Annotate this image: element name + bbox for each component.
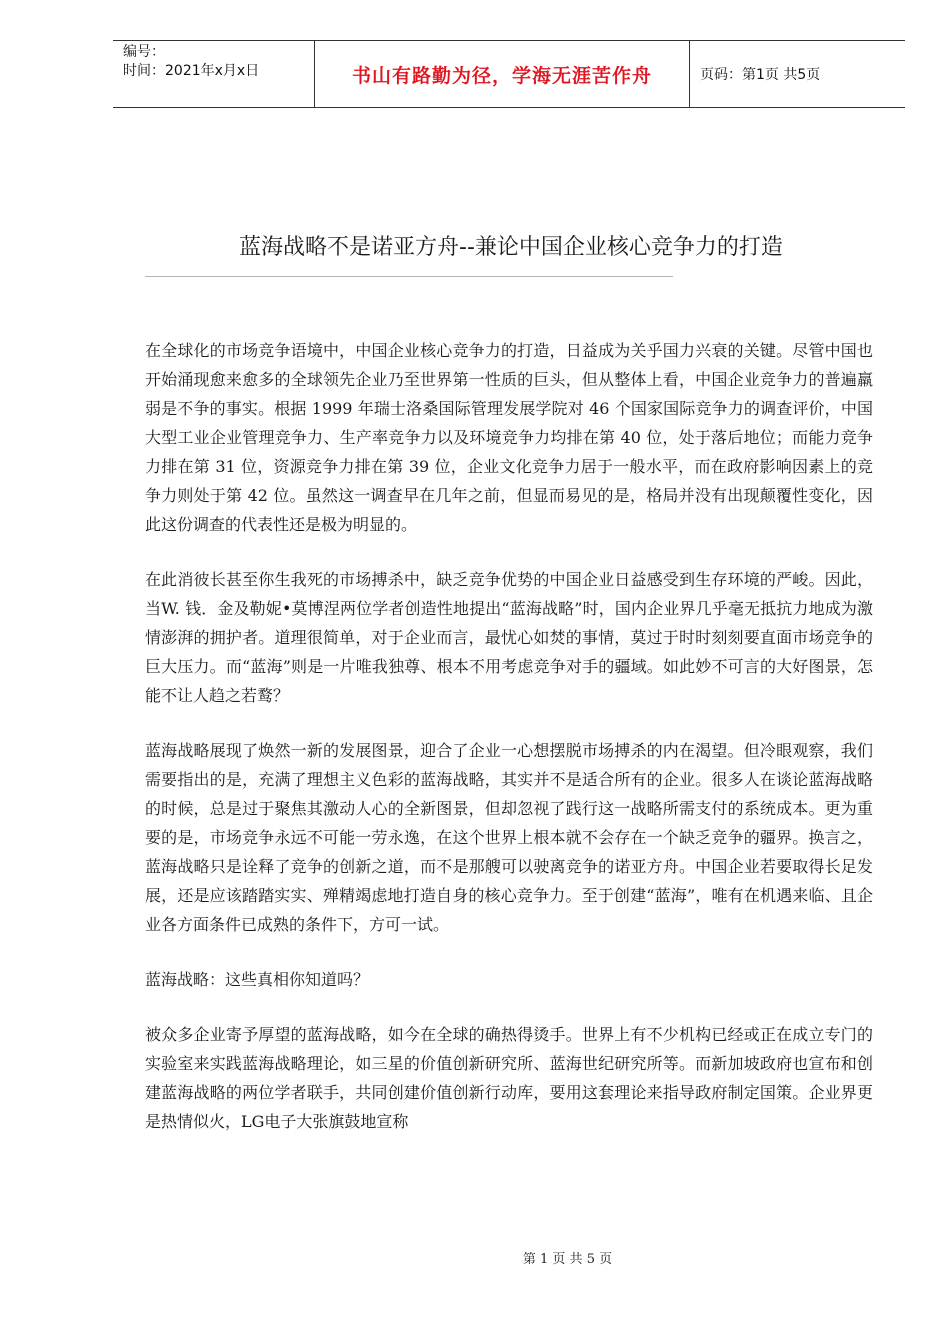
section-heading: 蓝海战略：这些真相你知道吗？ xyxy=(145,970,370,989)
header-motto-cell xyxy=(315,41,690,107)
number-label: 编号： xyxy=(123,44,165,60)
title-underline xyxy=(145,276,673,277)
paragraph: 在此消彼长甚至你生我死的市场搏杀中，缺乏竞争优势的中国企业日益感受到生存环境的严峻。因此，当W. 钱．金及勒妮•莫博涅两位学者创造性地提出“蓝海战略”时，国内企业界几乎毫无抵抗力地成为激情澎湃的拥护者。道理很简单，对于企业而言，最忧心如焚的事情，莫过于时时刻刻要直面市场竞争的巨大压力。而“蓝海”则是一片唯我独尊、根本不用考虑竞争对手的疆域。如此妙不可言的大好图景，怎能不让人趋之若鹜？ xyxy=(145,570,873,705)
time-label: 时间：2021年x月x日 xyxy=(123,63,260,79)
motto-text: 书山有路勤为径，学海无涯苦作舟 xyxy=(351,64,652,87)
page-footer: 第 1 页 共 5 页 xyxy=(522,1252,613,1267)
header-page-cell xyxy=(690,41,905,107)
paragraph: 蓝海战略展现了焕然一新的发展图景，迎合了企业一心想摆脱市场搏杀的内在渴望。但冷眼观察，我们需要指出的是，充满了理想主义色彩的蓝海战略，其实并不是适合所有的企业。很多人在谈论蓝海战略的时候，总是过于聚焦其激动人心的全新图景，但却忽视了践行这一战略所需支付的系统成本。更为重要的是，市场竞争永远不可能一劳永逸，在这个世界上根本就不会存在一个缺乏竞争的疆界。换言之，蓝海战略只是诠释了竞争的创新之道，而不是那艘可以驶离竞争的诺亚方舟。中国企业若要取得长足发展，还是应该踏踏实实、殚精竭虑地打造自身的核心竞争力。至于创建“蓝海”，唯有在机遇来临、且企业各方面条件已成熟的条件下，方可一试。 xyxy=(145,741,873,934)
document-header xyxy=(113,40,905,108)
header-meta-cell xyxy=(113,41,315,107)
paragraph: 在全球化的市场竞争语境中，中国企业核心竞争力的打造，日益成为关乎国力兴衰的关键。尽管中国也开始涌现愈来愈多的全球领先企业乃至世界第一性质的巨头，但从整体上看，中国企业竞争力的普遍羸弱是不争的事实。根据 1999 年瑞士洛桑国际管理发展学院对 46 个国家国际竞争力的调查评价，中国大型工业企业管理竞争力、生产率竞争力以及环境竞争力均排在第 40 位，处于落后地位；而能力竞争力排在第 31 位，资源竞争力排在第 39 位，企业文化竞争力居于一般水平，而在政府影响因素上的竞争力则处于第 42 位。虽然这一调查早在几年之前，但显而易见的是，格局并没有出现颠覆性变化，因此这份调查的代表性还是极为明显的。 xyxy=(145,341,873,534)
document-body xyxy=(145,336,873,1162)
document-title: 蓝海战略不是诺亚方舟--兼论中国企业核心竞争力的打造 xyxy=(239,235,783,260)
paragraph: 被众多企业寄予厚望的蓝海战略，如今在全球的确热得烫手。世界上有不少机构已经或正在成立专门的实验室来实践蓝海战略理论，如三星的价值创新研究所、蓝海世纪研究所等。而新加坡政府也宣布和创建蓝海战略的两位学者联手，共同创建价值创新行动库，要用这套理论来指导政府制定国策。企业界更是热情似火，LG电子大张旗鼓地宣称 xyxy=(145,1025,873,1131)
header-page-info: 页码：第1页 共5页 xyxy=(700,67,821,83)
